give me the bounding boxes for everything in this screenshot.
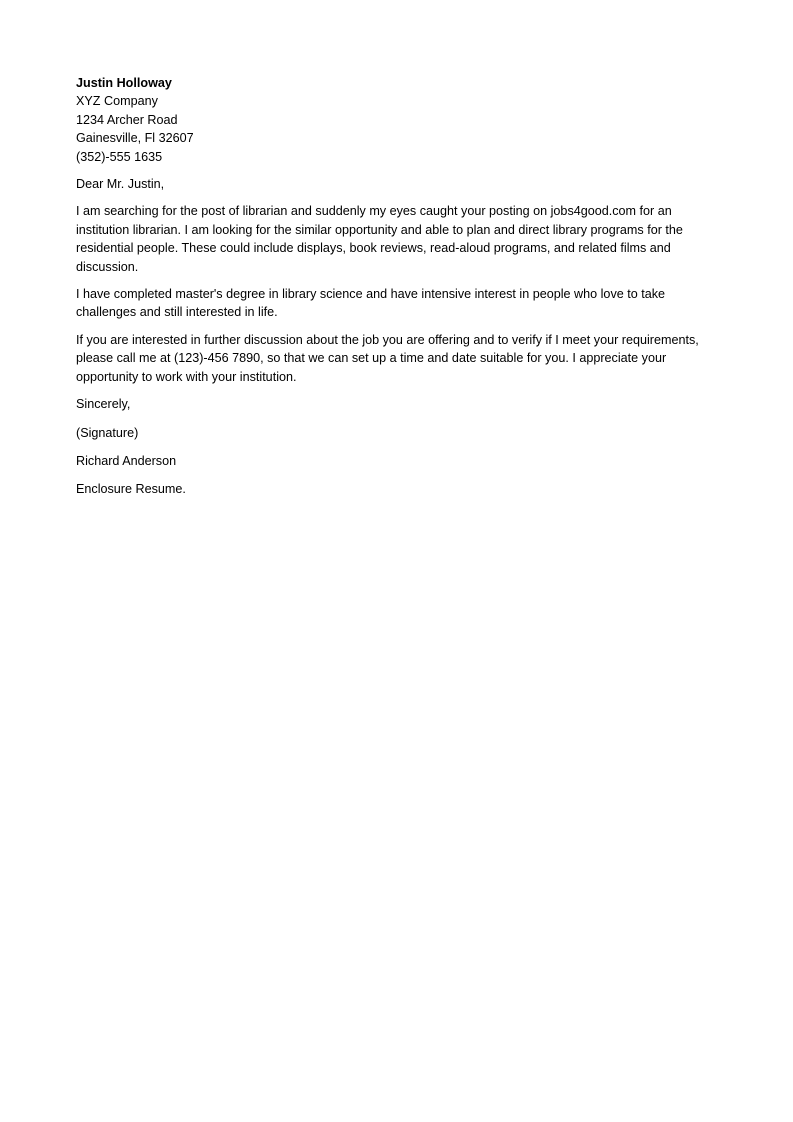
salutation: Dear Mr. Justin, <box>76 177 165 192</box>
body-paragraph-1: I am searching for the post of librarian and suddenly my eyes caught your posting on jobs4good.com for an institution librarian. I am looking for the similar opportunity and able to plan and direct library programs for the residential people. These could include displays, book reviews, read-aloud programs, and related films and discussion. <box>76 204 683 274</box>
sender-name: Justin Holloway <box>76 76 172 90</box>
sender-address-block <box>76 74 706 166</box>
signer-name: Richard Anderson <box>76 453 177 468</box>
signature: (Signature) <box>76 425 139 440</box>
sender-street: 1234 Archer Road <box>76 112 178 127</box>
sender-phone: (352)-555 1635 <box>76 149 163 164</box>
letter-body <box>76 74 706 499</box>
body-paragraph-2: I have completed master's degree in library science and have intensive interest in people who love to take challenges and still interested in life. <box>76 287 666 320</box>
sender-city: Gainesville, Fl 32607 <box>76 131 194 146</box>
closing: Sincerely, <box>76 397 131 412</box>
body-paragraph-3: If you are interested in further discussion about the job you are offering and to verify if I meet your requirements, please call me at (123)-456 7890, so that we can set up a time and date suitable for you. I appreciate your opportunity to work with your institution. <box>76 332 699 384</box>
sender-company: XYZ Company <box>76 94 158 109</box>
enclosure-note: Enclosure Resume. <box>76 482 186 497</box>
